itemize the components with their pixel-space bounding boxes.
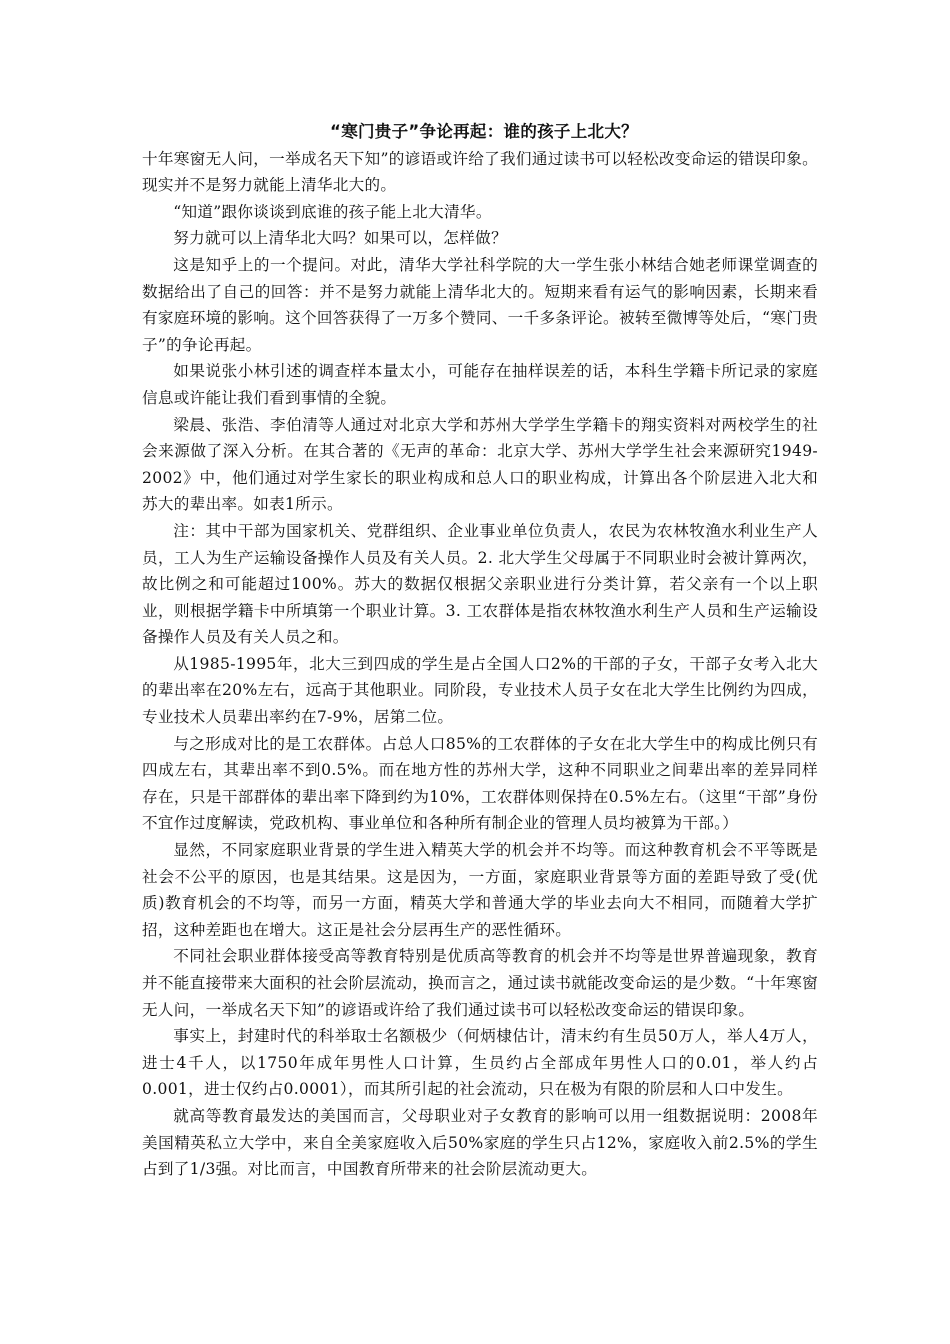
paragraph-11: 不同社会职业群体接受高等教育特别是优质高等教育的机会并不均等是世界普遍现象，教育并不能直接带来大面积的社会阶层流动，换而言之，通过读书就能改变命运的是少数。“十年寒窗无人问，一举成名天下知”的谚语或许给了我们通过读书可以轻松改变命运的错误印象。 (142, 947, 818, 1019)
paragraph-6: 梁晨、张浩、李伯清等人通过对北京大学和苏州大学学生学籍卡的翔实资料对两校学生的社会来源做了深入分析。在其合著的《无声的革命：北京大学、苏州大学学生社会来源研究1949-2002》中，他们通过对学生家长的职业构成和总人口的职业构成，计算出各个阶层进入北大和苏大的辈出率。如表1所示。 (142, 415, 818, 514)
article-body (142, 119, 818, 1183)
paragraph-13: 就高等教育最发达的美国而言，父母职业对子女教育的影响可以用一组数据说明：2008年美国精英私立大学中，来自全美家庭收入后50%家庭的学生只占12%，家庭收入前2.5%的学生占到了1/3强。对比而言，中国教育所带来的社会阶层流动更大。 (142, 1106, 818, 1179)
paragraph-2: “知道”跟你谈谈到底谁的孩子能上北大清华。 (173, 202, 492, 221)
paragraph-7: 注：其中干部为国家机关、党群组织、企业事业单位负责人，农民为农林牧渔水利业生产人员，工人为生产运输设备操作人员及有关人员。2. 北大学生父母属于不同职业时会被计算两次，故比例之和可能超过100%。苏大的数据仅根据父亲职业进行分类计算，若父亲有一个以上职业，则根据学籍卡中所填第一个职业计算。3. 工农群体是指农林牧渔水利生产人员和生产运输设备操作人员及有关人员之和。 (142, 521, 818, 647)
article-title: “寒门贵子”争论再起：谁的孩子上北大？ (330, 122, 638, 141)
paragraph-9: 与之形成对比的是工农群体。占总人口85%的工农群体的子女在北大学生中的构成比例只有四成左右，其辈出率不到0.5%。而在地方性的苏州大学，这种不同职业之间辈出率的差异同样存在，只是干部群体的辈出率下降到约为10%，工农群体则保持在0.5%左右。（这里“干部”身份不宜作过度解读，党政机构、事业单位和各种所有制企业的管理人员均被算为干部。） (142, 734, 818, 833)
paragraph-8: 从1985-1995年，北大三到四成的学生是占全国人口2%的干部的子女，干部子女考入北大的辈出率在20%左右，远高于其他职业。同阶段，专业技术人员子女在北大学生比例约为四成，专业技术人员辈出率约在7-9%，居第二位。 (142, 654, 818, 727)
paragraph-10: 显然，不同家庭职业背景的学生进入精英大学的机会并不均等。而这种教育机会不平等既是社会不公平的原因，也是其结果。这是因为，一方面，家庭职业背景等方面的差距导致了受(优质)教育机会的不均等，而另一方面，精英大学和普通大学的毕业去向大不相同，而随着大学扩招，这种差距也在增大。这正是社会分层再生产的恶性循环。 (142, 841, 818, 939)
paragraph-5: 如果说张小林引述的调查样本量太小，可能存在抽样误差的话，本科生学籍卡所记录的家庭信息或许能让我们看到事情的全貌。 (142, 362, 818, 407)
paragraph-1: 十年寒窗无人问，一举成名天下知”的谚语或许给了我们通过读书可以轻松改变命运的错误印象。现实并不是努力就能上清华北大的。 (142, 149, 818, 195)
paragraph-3: 努力就可以上清华北大吗？如果可以，怎样做？ (173, 229, 507, 248)
paragraph-12: 事实上，封建时代的科举取士名额极少（何炳棣估计，清末约有生员50万人，举人4万人，进士4千人，以1750年成年男性人口计算，生员约占全部成年男性人口的0.01，举人约占0.001，进士仅约占0.0001），而其所引起的社会流动，只在极为有限的阶层和人口中发生。 (142, 1027, 818, 1099)
paragraph-4: 这是知乎上的一个提问。对此，清华大学社科学院的大一学生张小林结合她老师课堂调查的数据给出了自己的回答：并不是努力就能上清华北大的。短期来看有运气的影响因素，长期来看有家庭环境的影响。这个回答获得了一万多个赞同、一千多条评论。被转至微博等处后，“寒门贵子”的争论再起。 (142, 255, 818, 354)
